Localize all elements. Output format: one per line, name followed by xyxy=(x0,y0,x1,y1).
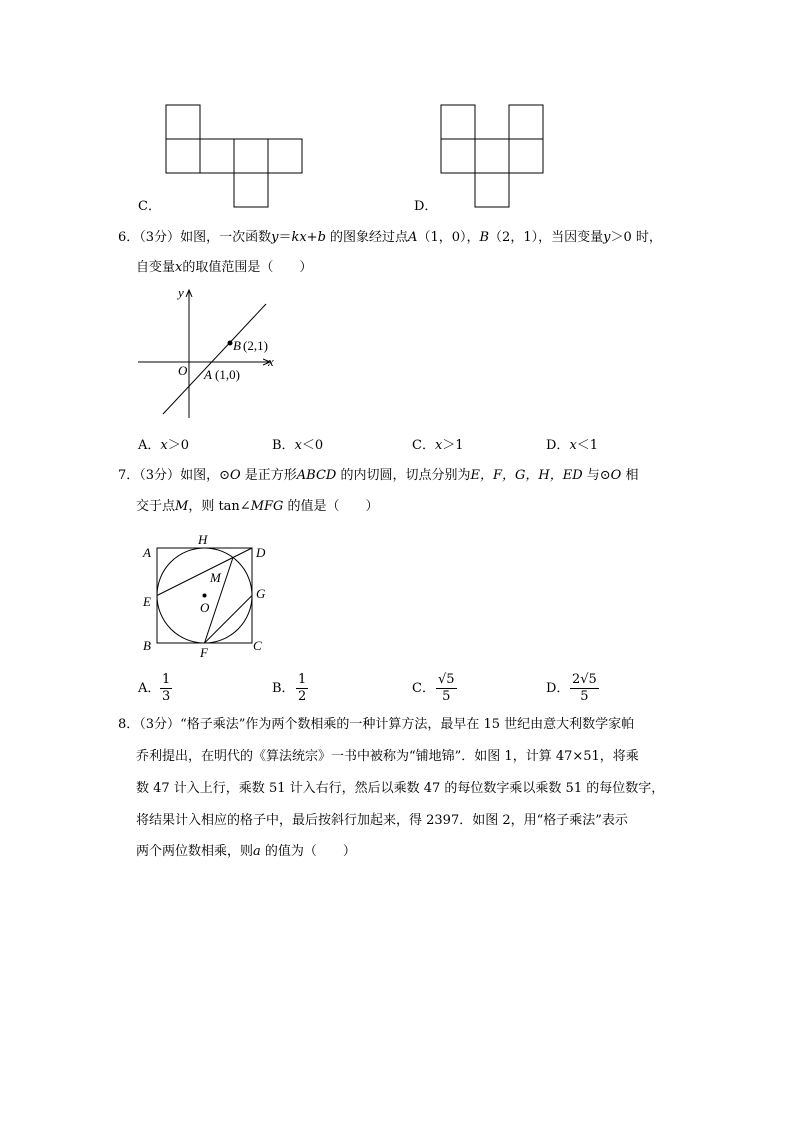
function-line xyxy=(163,304,266,414)
option-var: x xyxy=(434,438,443,453)
net-figure-c xyxy=(160,100,310,210)
q6-func-eq: ＝ xyxy=(278,230,292,245)
q7-option-c-letter[interactable]: C． xyxy=(412,681,435,696)
q6-var-x: x xyxy=(175,260,183,275)
q6-text: 的图象经过点 xyxy=(325,230,409,245)
option-rel: ＞0 xyxy=(167,438,190,453)
net-c-square xyxy=(234,173,268,207)
option-letter: B． xyxy=(272,438,295,453)
fraction-numerator: 1 xyxy=(162,672,171,687)
net-c-square xyxy=(268,139,302,173)
net-d-square xyxy=(475,139,509,173)
q8-number: 8． xyxy=(118,717,140,732)
q8-score: （3分） xyxy=(139,717,181,732)
option-var: x xyxy=(569,438,577,453)
net-d-square xyxy=(509,105,543,139)
q7-text: 相 xyxy=(621,468,639,483)
q6-number: 6． xyxy=(118,230,140,245)
label-o: O xyxy=(200,600,210,615)
option-rel: ＜1 xyxy=(576,438,599,453)
q7-circle-o: O xyxy=(229,468,241,483)
segment-fg xyxy=(205,596,253,644)
point-a-label: A xyxy=(204,367,212,382)
fraction-denominator: 3 xyxy=(162,689,171,704)
q7-text: 是正方形 xyxy=(240,468,297,483)
point-b-dot xyxy=(228,341,233,346)
q7-option-d-fraction xyxy=(570,672,599,705)
center-dot xyxy=(203,594,207,598)
q6-text: ＞0 时， xyxy=(610,230,662,245)
option-rel: ＞1 xyxy=(442,438,464,453)
label-f: F xyxy=(200,645,208,658)
axis-x-label: x xyxy=(268,354,274,369)
q7-option-b-fraction xyxy=(296,672,308,705)
q7-circle-o: O xyxy=(610,468,622,483)
q6-func-kx: kx xyxy=(291,230,307,245)
option-d-label: D． xyxy=(414,199,438,214)
label-d: D xyxy=(256,545,266,560)
origin-label: O xyxy=(178,363,188,378)
option-letter: D． xyxy=(546,438,570,453)
net-c-square xyxy=(200,139,234,173)
q7-text: 如图，⊙ xyxy=(180,468,230,483)
q7-option-a-fraction xyxy=(160,672,172,705)
q7-text: ，则 tan∠ xyxy=(188,499,251,514)
q7-point-m: M xyxy=(175,499,189,514)
q6-stem-line1 xyxy=(118,229,662,247)
segment-ed xyxy=(157,548,252,596)
q7-number: 7． xyxy=(118,468,140,483)
q6-option-b[interactable] xyxy=(272,437,323,455)
q6-point-b: B xyxy=(479,230,490,245)
fraction-denominator: 5 xyxy=(580,689,589,704)
point-b-coord: (2,1) xyxy=(243,338,268,353)
q8-text: 两个两位数相乘，则 xyxy=(136,844,254,859)
net-c-square xyxy=(166,139,200,173)
point-a-coord: (1,0) xyxy=(215,367,240,382)
q6-option-c[interactable] xyxy=(412,437,464,455)
q8-var-a: a xyxy=(253,844,261,859)
label-e: E xyxy=(143,594,151,609)
q6-option-a[interactable] xyxy=(138,437,189,455)
label-m: M xyxy=(210,570,221,585)
q6-var-y: y xyxy=(603,230,611,245)
label-g: G xyxy=(256,586,266,601)
q7-square: ABCD xyxy=(296,468,337,483)
q6-text: 的取值范围是（ ） xyxy=(182,260,313,275)
q7-points: E，F，G，H，ED xyxy=(470,468,583,483)
option-rel: ＜0 xyxy=(301,438,324,453)
q7-option-a-letter[interactable]: A． xyxy=(138,681,161,696)
q8-stem-line1 xyxy=(118,716,634,734)
q6-func-y: y xyxy=(271,230,279,245)
q6-func-b: b xyxy=(317,230,326,245)
label-b: B xyxy=(143,638,151,653)
q7-figure xyxy=(138,528,278,658)
net-figure-d xyxy=(436,100,551,210)
q6-text: （2，1），当因变量 xyxy=(489,230,604,245)
fraction-denominator: 5 xyxy=(442,689,451,704)
net-d-square xyxy=(475,173,509,207)
q8-text: 的值为（ ） xyxy=(260,844,356,859)
label-c: C xyxy=(253,638,262,653)
option-letter: C． xyxy=(412,438,435,453)
q7-option-d-letter[interactable]: D． xyxy=(546,681,570,696)
q6-point-a: A xyxy=(408,230,418,245)
q7-stem-line1 xyxy=(118,467,638,485)
label-h: H xyxy=(198,532,208,547)
fraction-numerator: √5 xyxy=(438,672,455,687)
net-d-square xyxy=(509,139,543,173)
q8-stem-line2: 乔利提出，在明代的《算法统宗》一书中被称为“铺地锦”．如图 1，计算 47×51，将乘 xyxy=(136,749,639,764)
fraction-numerator: 2√5 xyxy=(572,672,597,687)
q8-text: “格子乘法”作为两个数相乘的一种计算方法，最早在 15 世纪由意大利数学家帕 xyxy=(180,717,635,732)
q6-text: （1，0）， xyxy=(417,230,480,245)
q7-option-b-letter[interactable]: B． xyxy=(272,681,295,696)
q7-score: （3分） xyxy=(139,468,181,483)
q8-stem-line4: 将结果计入相应的格子中，最后按斜行加起来，得 2397．如图 2，用“格子乘法”表示 xyxy=(136,813,628,828)
q6-text: 自变量 xyxy=(136,260,176,275)
q7-angle: MFG xyxy=(250,499,284,514)
option-var: x xyxy=(294,438,302,453)
q8-stem-line5 xyxy=(136,843,356,861)
q6-text: 如图，一次函数 xyxy=(180,230,272,245)
q6-stem-line2 xyxy=(136,259,312,277)
q6-score: （3分） xyxy=(139,230,181,245)
q7-text: 与⊙ xyxy=(582,468,611,483)
net-d-square xyxy=(441,139,475,173)
q6-option-d[interactable] xyxy=(546,437,598,455)
q6-graph xyxy=(130,282,290,422)
option-var: x xyxy=(160,438,168,453)
q7-stem-line2 xyxy=(136,498,379,516)
q8-stem-line3: 数 47 计入上行，乘数 51 计入右行，然后以乘数 47 的每位数字乘以乘数 51 的每位数字， xyxy=(136,781,665,796)
axis-y-label: y xyxy=(178,285,184,300)
net-c-square xyxy=(166,105,200,139)
q7-text: 交于点 xyxy=(136,499,176,514)
q7-option-c-fraction xyxy=(436,672,457,705)
option-c-label: C． xyxy=(138,199,161,214)
fraction-denominator: 2 xyxy=(298,689,307,704)
option-letter: A． xyxy=(138,438,161,453)
fraction-numerator: 1 xyxy=(298,672,307,687)
q7-text: 的内切圆，切点分别为 xyxy=(336,468,471,483)
label-a: A xyxy=(143,545,151,560)
q7-text: 的值是（ ） xyxy=(283,499,379,514)
net-d-square xyxy=(441,105,475,139)
point-b-label: B xyxy=(233,338,241,353)
net-c-square xyxy=(234,139,268,173)
q6-func-plus: + xyxy=(306,230,318,245)
